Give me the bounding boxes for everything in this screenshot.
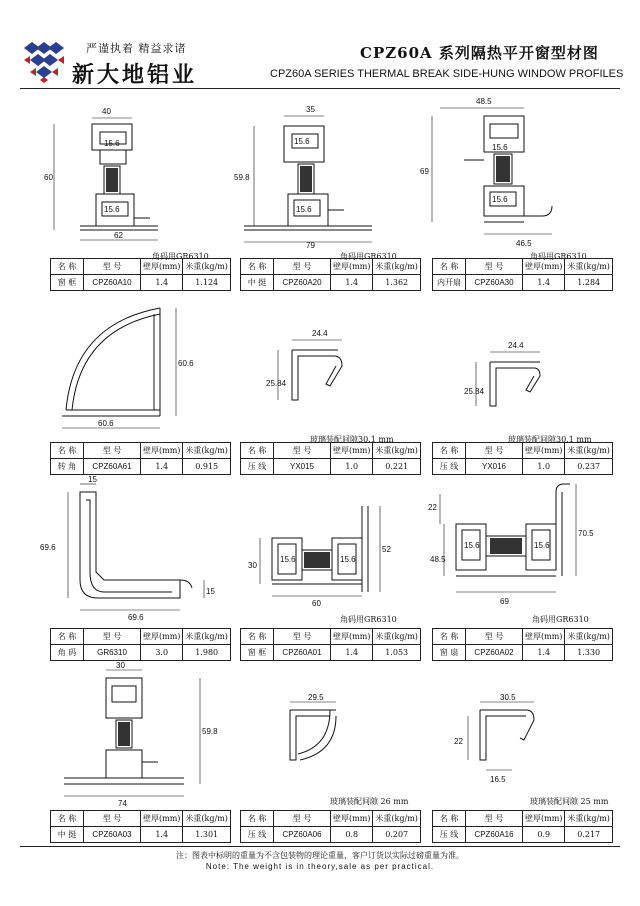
header-model: 型 号 bbox=[84, 629, 141, 645]
cell-model: YX016 bbox=[466, 459, 523, 475]
cell-name: 中 挺 bbox=[51, 827, 84, 843]
dimension-label: 69.6 bbox=[40, 543, 56, 552]
dimension-label: 70.5 bbox=[578, 529, 594, 538]
spec-table-cpz60a16 bbox=[432, 810, 613, 843]
table-row bbox=[51, 275, 231, 291]
dimension-label: 69 bbox=[500, 597, 509, 606]
header-wall: 壁厚(mm) bbox=[331, 259, 373, 275]
profile-drawing-yx016 bbox=[460, 336, 570, 416]
spec-table-cpz60a61 bbox=[50, 442, 231, 475]
dimension-label: 30 bbox=[116, 661, 125, 670]
cell-weight: 1.124 bbox=[183, 275, 231, 291]
dimension-label: 15.6 bbox=[104, 139, 120, 148]
spec-table-cpz60a01 bbox=[240, 628, 421, 661]
table-row bbox=[241, 459, 421, 475]
profile-note: 角码用GR6310 bbox=[532, 615, 589, 624]
dimension-label: 79 bbox=[306, 241, 315, 250]
table-header-row bbox=[433, 811, 613, 827]
dimension-label: 35 bbox=[306, 105, 315, 114]
header-model: 型 号 bbox=[274, 629, 331, 645]
dimension-label: 15 bbox=[88, 476, 97, 484]
spec-table-cpz60a20 bbox=[240, 258, 421, 291]
cell-name: 窗 框 bbox=[241, 645, 274, 661]
header-model: 型 号 bbox=[84, 811, 141, 827]
cell-weight: 0.237 bbox=[565, 459, 613, 475]
dimension-label: 48.5 bbox=[476, 97, 492, 106]
spec-table-cpz60a02 bbox=[432, 628, 613, 661]
cell-name: 转 角 bbox=[51, 459, 84, 475]
profile-note: 角码用GR6310 bbox=[530, 252, 587, 261]
cell-weight: 0.207 bbox=[373, 827, 421, 843]
cell-wall: 3.0 bbox=[141, 645, 183, 661]
cell-weight: 0.217 bbox=[565, 827, 613, 843]
dimension-label: 40 bbox=[102, 107, 111, 116]
table-row bbox=[433, 275, 613, 291]
cell-wall: 1.4 bbox=[331, 275, 373, 291]
footer-note-en: Note: The weight is in theory,sale as per practical. bbox=[205, 862, 435, 871]
header-wall: 壁厚(mm) bbox=[141, 259, 183, 275]
profile-drawing-cpz60a01 bbox=[236, 496, 396, 616]
cell-model: CPZ60A20 bbox=[274, 275, 331, 291]
header-weight: 米重(kg/m) bbox=[565, 629, 613, 645]
cell-wall: 1.4 bbox=[141, 459, 183, 475]
cell-model: CPZ60A02 bbox=[466, 645, 523, 661]
header-name: 名 称 bbox=[433, 811, 466, 827]
header-model: 型 号 bbox=[274, 259, 331, 275]
table-header-row bbox=[51, 259, 231, 275]
spec-table-cpz60a06 bbox=[240, 810, 421, 843]
header-wall: 壁厚(mm) bbox=[331, 811, 373, 827]
header-name: 名 称 bbox=[433, 443, 466, 459]
dimension-label: 15.6 bbox=[534, 541, 550, 550]
cell-wall: 1.4 bbox=[523, 645, 565, 661]
profile-drawing-gr6310 bbox=[40, 476, 220, 626]
header-model: 型 号 bbox=[84, 443, 141, 459]
table-row bbox=[51, 459, 231, 475]
cell-weight: 1.284 bbox=[565, 275, 613, 291]
table-row bbox=[241, 275, 421, 291]
header-model: 型 号 bbox=[84, 259, 141, 275]
profile-drawing-cpz60a10 bbox=[40, 100, 180, 250]
cell-name: 中 挺 bbox=[241, 275, 274, 291]
cell-model: CPZ60A30 bbox=[466, 275, 523, 291]
profile-note: 玻璃装配间隙30.1 mm bbox=[310, 435, 394, 444]
cell-weight: 1.301 bbox=[183, 827, 231, 843]
cell-name: 内开扇 bbox=[433, 275, 466, 291]
table-row bbox=[433, 645, 613, 661]
profile-drawing-cpz60a06 bbox=[270, 690, 370, 780]
header-name: 名 称 bbox=[51, 811, 84, 827]
header-wall: 壁厚(mm) bbox=[523, 629, 565, 645]
dimension-label: 60.6 bbox=[178, 359, 194, 368]
cell-model: YX015 bbox=[274, 459, 331, 475]
header-weight: 米重(kg/m) bbox=[183, 443, 231, 459]
dimension-label: 60 bbox=[312, 599, 321, 608]
header-wall: 壁厚(mm) bbox=[523, 811, 565, 827]
table-header-row bbox=[433, 443, 613, 459]
dimension-label: 15.6 bbox=[492, 195, 508, 204]
dimension-label: 30.5 bbox=[500, 693, 516, 702]
cell-weight: 1.362 bbox=[373, 275, 421, 291]
cell-name: 压 线 bbox=[433, 827, 466, 843]
dimension-label: 69 bbox=[420, 167, 429, 176]
header-weight: 米重(kg/m) bbox=[565, 259, 613, 275]
header-model: 型 号 bbox=[466, 259, 523, 275]
table-row bbox=[241, 827, 421, 843]
header-weight: 米重(kg/m) bbox=[373, 259, 421, 275]
table-header-row bbox=[433, 259, 613, 275]
spec-table-cpz60a03 bbox=[50, 810, 231, 843]
dimension-label: 15.6 bbox=[296, 205, 312, 214]
table-header-row bbox=[51, 443, 231, 459]
company-logo bbox=[22, 40, 66, 84]
footer-note-cn: 注：图表中标明的重量为不含包装物的理论重量，客户订货以实际过磅重量为准。 bbox=[176, 851, 464, 860]
cell-model: CPZ60A06 bbox=[274, 827, 331, 843]
profile-drawing-cpz60a02 bbox=[420, 480, 600, 616]
header-weight: 米重(kg/m) bbox=[373, 629, 421, 645]
cell-model: CPZ60A16 bbox=[466, 827, 523, 843]
dimension-label: 74 bbox=[118, 799, 127, 808]
cell-model: CPZ60A61 bbox=[84, 459, 141, 475]
cell-name: 压 线 bbox=[241, 459, 274, 475]
company-name: 新大地铝业 bbox=[72, 62, 198, 88]
cell-model: GR6310 bbox=[84, 645, 141, 661]
table-header-row bbox=[433, 629, 613, 645]
header-model: 型 号 bbox=[274, 811, 331, 827]
header-wall: 壁厚(mm) bbox=[331, 629, 373, 645]
header-weight: 米重(kg/m) bbox=[183, 811, 231, 827]
profile-drawing-cpz60a03 bbox=[44, 658, 224, 808]
dimension-label: 30 bbox=[248, 561, 257, 570]
dimension-label: 15.6 bbox=[492, 143, 508, 152]
header-weight: 米重(kg/m) bbox=[373, 811, 421, 827]
header-name: 名 称 bbox=[241, 259, 274, 275]
header-weight: 米重(kg/m) bbox=[565, 443, 613, 459]
dimension-label: 15.6 bbox=[464, 541, 480, 550]
cell-wall: 0.8 bbox=[331, 827, 373, 843]
company-slogan: 严谨执着 精益求诸 bbox=[86, 42, 187, 55]
table-row bbox=[241, 645, 421, 661]
cell-name: 角 码 bbox=[51, 645, 84, 661]
header-name: 名 称 bbox=[51, 629, 84, 645]
cell-name: 窗 扇 bbox=[433, 645, 466, 661]
dimension-label: 46.5 bbox=[516, 239, 532, 248]
header-wall: 壁厚(mm) bbox=[141, 443, 183, 459]
table-row bbox=[433, 827, 613, 843]
dimension-label: 22 bbox=[428, 503, 437, 512]
header-name: 名 称 bbox=[51, 259, 84, 275]
cell-name: 压 线 bbox=[241, 827, 274, 843]
profile-drawing-cpz60a61 bbox=[50, 300, 200, 440]
header-model: 型 号 bbox=[466, 811, 523, 827]
dimension-label: 16.5 bbox=[490, 775, 506, 784]
spec-table-cpz60a30 bbox=[432, 258, 613, 291]
page-subtitle: CPZ60A SERIES THERMAL BREAK SIDE-HUNG WINDOW PROFILES bbox=[270, 68, 624, 80]
header-divider bbox=[20, 88, 620, 89]
header-wall: 壁厚(mm) bbox=[141, 811, 183, 827]
header-weight: 米重(kg/m) bbox=[565, 811, 613, 827]
dimension-label: 24.4 bbox=[312, 329, 328, 338]
spec-table-yx016 bbox=[432, 442, 613, 475]
header-weight: 米重(kg/m) bbox=[373, 443, 421, 459]
dimension-label: 15 bbox=[206, 587, 215, 596]
dimension-label: 24.4 bbox=[508, 341, 524, 350]
cell-weight: 1.053 bbox=[373, 645, 421, 661]
table-header-row bbox=[241, 443, 421, 459]
dimension-label: 59.8 bbox=[234, 173, 250, 182]
header-weight: 米重(kg/m) bbox=[183, 259, 231, 275]
dimension-label: 29.5 bbox=[308, 693, 324, 702]
cell-wall: 0.9 bbox=[523, 827, 565, 843]
profile-drawing-yx015 bbox=[262, 320, 372, 410]
spec-table-cpz60a10 bbox=[50, 258, 231, 291]
dimension-label: 15.6 bbox=[340, 555, 356, 564]
profile-note: 角码用GR6310 bbox=[340, 252, 397, 261]
profile-note: 角码用GR6310 bbox=[340, 615, 397, 624]
table-row bbox=[51, 827, 231, 843]
header-name: 名 称 bbox=[241, 811, 274, 827]
header-model: 型 号 bbox=[466, 629, 523, 645]
dimension-label: 15.6 bbox=[104, 205, 120, 214]
dimension-label: 22 bbox=[454, 737, 463, 746]
spec-table-yx015 bbox=[240, 442, 421, 475]
profile-drawing-cpz60a16 bbox=[450, 690, 570, 790]
dimension-label: 15.6 bbox=[280, 555, 296, 564]
header-name: 名 称 bbox=[51, 443, 84, 459]
dimension-label: 15.6 bbox=[294, 137, 310, 146]
dimension-label: 62 bbox=[114, 231, 123, 240]
profile-note: 角码用GR6310 bbox=[152, 252, 209, 261]
profile-drawing-cpz60a30 bbox=[420, 94, 590, 250]
header-wall: 壁厚(mm) bbox=[331, 443, 373, 459]
profile-note: 玻璃装配间隙 26 mm bbox=[330, 797, 409, 806]
header-wall: 壁厚(mm) bbox=[523, 443, 565, 459]
cell-model: CPZ60A01 bbox=[274, 645, 331, 661]
dimension-label: 60.6 bbox=[98, 419, 114, 428]
dimension-label: 69.6 bbox=[128, 613, 144, 622]
header-model: 型 号 bbox=[466, 443, 523, 459]
cell-wall: 1.0 bbox=[523, 459, 565, 475]
cell-weight: 1.330 bbox=[565, 645, 613, 661]
table-header-row bbox=[51, 811, 231, 827]
cell-weight: 0.915 bbox=[183, 459, 231, 475]
dimension-label: 25.84 bbox=[266, 379, 287, 388]
cell-wall: 1.0 bbox=[331, 459, 373, 475]
cell-name: 压 线 bbox=[433, 459, 466, 475]
cell-model: CPZ60A10 bbox=[84, 275, 141, 291]
table-header-row bbox=[241, 259, 421, 275]
profile-note: 玻璃装配间隙30.1 mm bbox=[508, 435, 592, 444]
spec-table-gr6310 bbox=[50, 628, 231, 661]
dimension-label: 25.84 bbox=[464, 387, 485, 396]
header-model: 型 号 bbox=[274, 443, 331, 459]
cell-wall: 1.4 bbox=[331, 645, 373, 661]
dimension-label: 60 bbox=[44, 173, 53, 182]
table-row bbox=[433, 459, 613, 475]
header-wall: 壁厚(mm) bbox=[141, 629, 183, 645]
cell-model: CPZ60A03 bbox=[84, 827, 141, 843]
page-title: CPZ60A 系列隔热平开窗型材图 bbox=[360, 44, 599, 62]
footer-divider bbox=[20, 846, 620, 847]
header-name: 名 称 bbox=[433, 629, 466, 645]
header-weight: 米重(kg/m) bbox=[183, 629, 231, 645]
dimension-label: 52 bbox=[382, 545, 391, 554]
table-header-row bbox=[241, 811, 421, 827]
profile-drawing-cpz60a20 bbox=[232, 100, 392, 250]
cell-name: 窗 框 bbox=[51, 275, 84, 291]
cell-wall: 1.4 bbox=[523, 275, 565, 291]
profile-note: 玻璃装配间隙 25 mm bbox=[530, 797, 609, 806]
header-name: 名 称 bbox=[433, 259, 466, 275]
cell-wall: 1.4 bbox=[141, 827, 183, 843]
header-name: 名 称 bbox=[241, 443, 274, 459]
header-wall: 壁厚(mm) bbox=[523, 259, 565, 275]
cell-weight: 0.221 bbox=[373, 459, 421, 475]
table-header-row bbox=[241, 629, 421, 645]
dimension-label: 48.5 bbox=[430, 555, 446, 564]
cell-wall: 1.4 bbox=[141, 275, 183, 291]
dimension-label: 59.8 bbox=[202, 727, 218, 736]
table-header-row bbox=[51, 629, 231, 645]
cell-weight: 1.980 bbox=[183, 645, 231, 661]
header-name: 名 称 bbox=[241, 629, 274, 645]
